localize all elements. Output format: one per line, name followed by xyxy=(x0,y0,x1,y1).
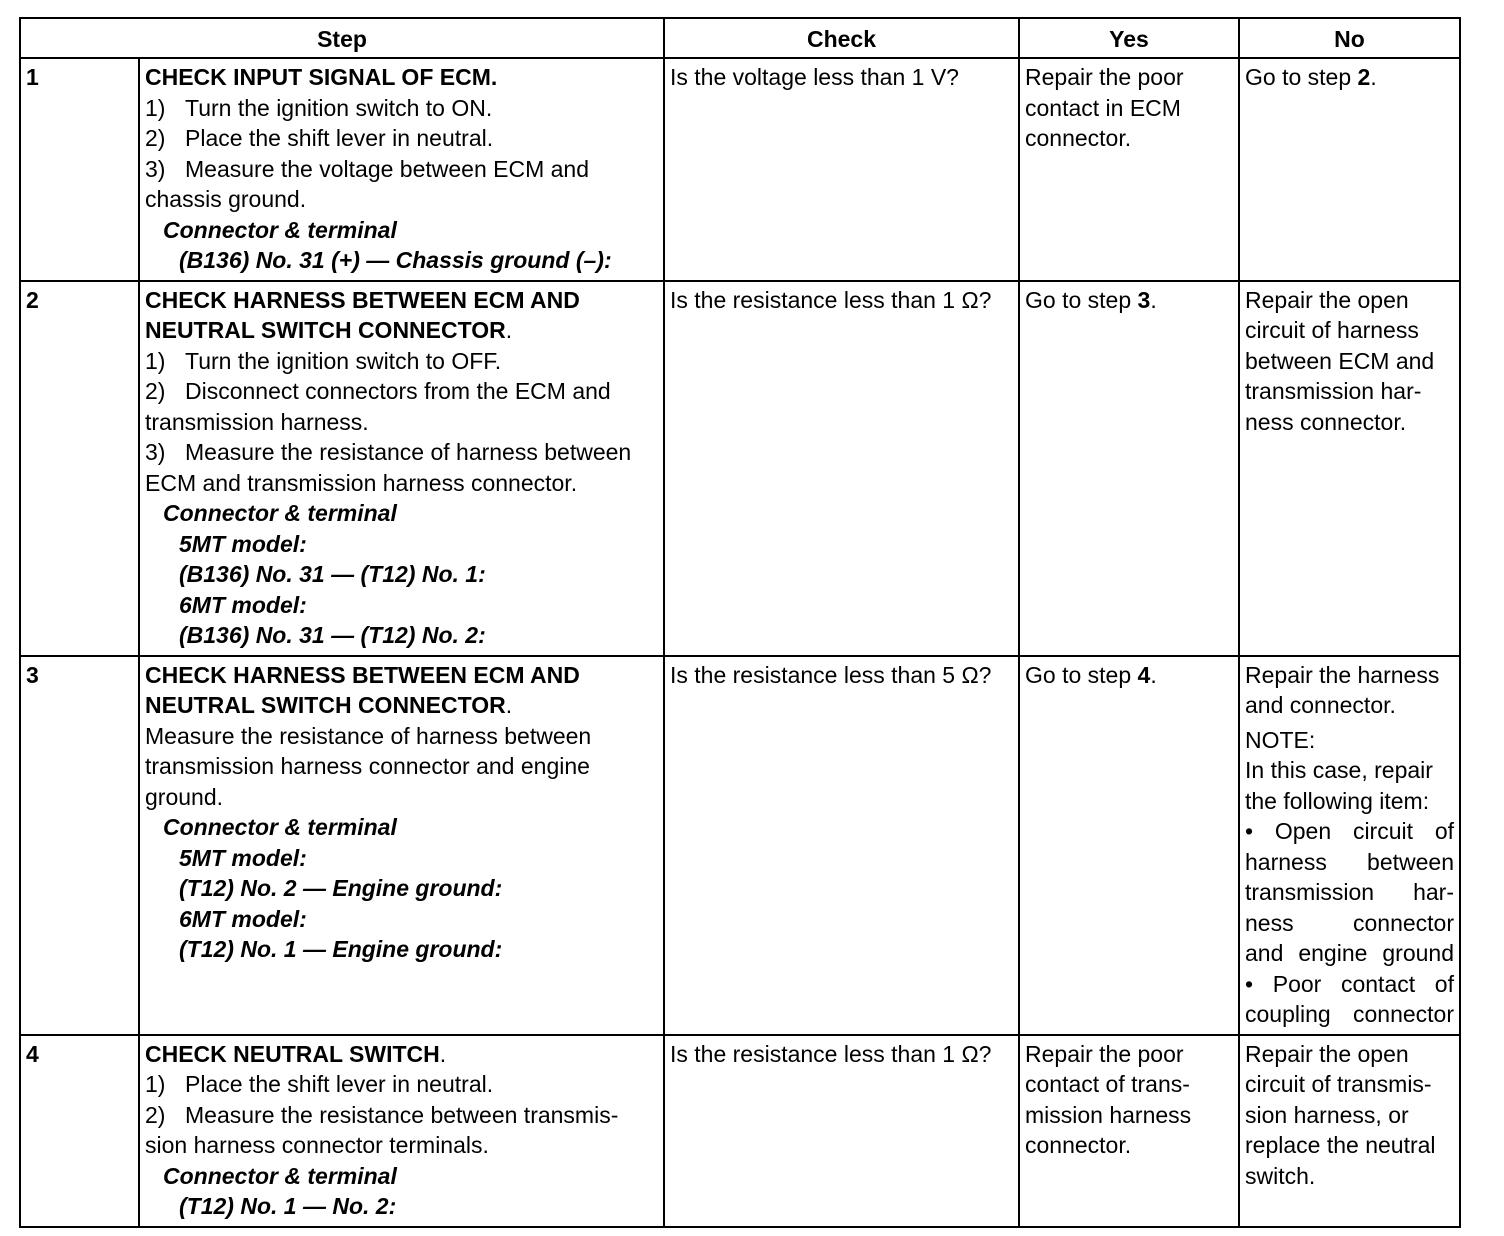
check-cell: Is the resistance less than 1 Ω? xyxy=(664,1035,1019,1227)
note-item: ness connector xyxy=(1245,909,1454,936)
connector-label: Connector & terminal xyxy=(163,500,397,526)
step-line: 3) Measure the resistance of harness between xyxy=(145,439,632,465)
no-cell: Repair the open circuit of transmis- sion harness, or replace the neutral switch. xyxy=(1239,1035,1460,1227)
connector-line: 6MT model: xyxy=(179,905,307,932)
step-line: 1) Turn the ignition switch to ON. xyxy=(145,94,493,121)
connector-label: Connector & terminal xyxy=(163,1162,397,1189)
yes-cell: Go to step 3. xyxy=(1019,281,1239,656)
step-title: CHECK HARNESS BETWEEN ECM AND xyxy=(145,661,580,688)
table-row xyxy=(20,656,1460,1035)
note-item: transmission har- xyxy=(1245,879,1454,905)
step-line: transmission harness. xyxy=(145,408,369,435)
step-line: 2) Place the shift lever in neutral. xyxy=(145,125,494,151)
step-number: 2 xyxy=(20,281,139,656)
yes-cell: Go to step 4. xyxy=(1019,656,1239,1035)
header-step: Step xyxy=(20,18,664,58)
step-line: ground. xyxy=(145,783,224,810)
connector-line: 5MT model: xyxy=(179,530,307,557)
connector-line: 6MT model: xyxy=(179,591,307,618)
step-line: 2) Measure the resistance between transmis- xyxy=(145,1101,619,1128)
connector-line: 5MT model: xyxy=(179,844,307,871)
header-no: No xyxy=(1239,18,1460,58)
step-cell xyxy=(139,656,664,1035)
connector-label: Connector & terminal xyxy=(163,814,397,840)
header-yes: Yes xyxy=(1019,18,1239,58)
step-line: Measure the resistance of harness between xyxy=(145,722,592,749)
step-number: 4 xyxy=(20,1035,139,1227)
step-cell xyxy=(139,1035,664,1227)
header-row xyxy=(20,18,1460,58)
connector-line: (T12) No. 1 — No. 2: xyxy=(179,1193,397,1219)
step-line: transmission harness connector and engine xyxy=(145,753,590,779)
note-item: • Open circuit of xyxy=(1245,818,1454,844)
connector-line: (T12) No. 1 — Engine ground: xyxy=(179,936,503,962)
connector-line: (B136) No. 31 — (T12) No. 1: xyxy=(179,561,486,587)
no-cell: Go to step 2. xyxy=(1239,58,1460,281)
check-cell: Is the resistance less than 5 Ω? xyxy=(664,656,1019,1035)
note-item: • Poor contact of xyxy=(1245,970,1454,997)
connector-line: (T12) No. 2 — Engine ground: xyxy=(179,875,503,901)
yes-cell: Repair the poor contact in ECM connector. xyxy=(1019,58,1239,281)
step-number: 3 xyxy=(20,656,139,1035)
step-line: 1) Place the shift lever in neutral. xyxy=(145,1071,494,1097)
step-title: CHECK INPUT SIGNAL OF ECM. xyxy=(145,64,498,90)
step-line: 2) Disconnect connectors from the ECM and xyxy=(145,378,611,404)
connector-line: (B136) No. 31 (+) — Chassis ground (–): xyxy=(179,247,612,273)
step-line: sion harness connector terminals. xyxy=(145,1132,489,1158)
diagnostic-table xyxy=(19,17,1461,1228)
step-line: chassis ground. xyxy=(145,186,307,212)
header-check: Check xyxy=(664,18,1019,58)
step-line: 1) Turn the ignition switch to OFF. xyxy=(145,347,502,374)
connector-label: Connector & terminal xyxy=(163,216,397,243)
note-label: NOTE: xyxy=(1245,726,1316,753)
step-title: NEUTRAL SWITCH CONNECTOR. xyxy=(145,317,513,343)
note-item: coupling connector xyxy=(1245,1001,1454,1027)
step-cell xyxy=(139,281,664,656)
check-cell: Is the resistance less than 1 Ω? xyxy=(664,281,1019,656)
no-cell: Repair the harness and connector. NOTE: In this case, repair the following item: • Open circuit of harness between transmission har- ness connector and engine ground • Poor contact of coupling connector xyxy=(1239,656,1460,1035)
note-item: and engine ground xyxy=(1245,940,1454,966)
step-number: 1 xyxy=(20,58,139,281)
step-line: ECM and transmission harness connector. xyxy=(145,469,578,496)
step-title: CHECK HARNESS BETWEEN ECM AND xyxy=(145,286,580,313)
check-cell: Is the voltage less than 1 V? xyxy=(664,58,1019,281)
yes-cell: Repair the poor contact of trans- mission harness connector. xyxy=(1019,1035,1239,1227)
table-row xyxy=(20,1035,1460,1227)
step-title: NEUTRAL SWITCH CONNECTOR. xyxy=(145,692,513,718)
step-cell xyxy=(139,58,664,281)
step-title: CHECK NEUTRAL SWITCH. xyxy=(145,1040,447,1067)
table-row xyxy=(20,281,1460,656)
step-line: 3) Measure the voltage between ECM and xyxy=(145,155,590,182)
note-item: harness between xyxy=(1245,848,1454,875)
connector-line: (B136) No. 31 — (T12) No. 2: xyxy=(179,622,486,648)
no-cell: Repair the open circuit of harness between ECM and transmission har- ness connector. xyxy=(1239,281,1460,656)
table-row xyxy=(20,58,1460,281)
